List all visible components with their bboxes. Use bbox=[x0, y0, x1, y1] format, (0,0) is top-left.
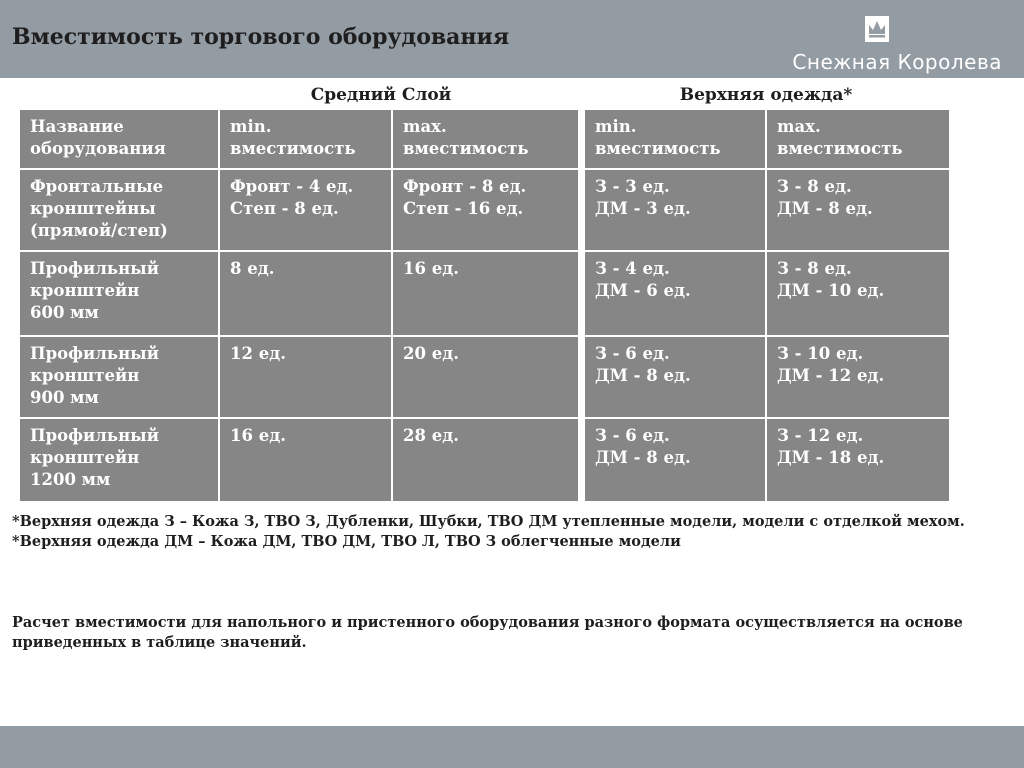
max-capacity-cell: З - 12 ед. ДМ - 18 ед. bbox=[766, 418, 950, 502]
min-capacity-cell: 8 ед. bbox=[219, 251, 392, 336]
table-row bbox=[19, 169, 579, 251]
header-cell-min: min. вместимость bbox=[584, 109, 766, 169]
max-capacity-cell: 16 ед. bbox=[392, 251, 579, 336]
min-capacity-cell: 16 ед. bbox=[219, 418, 392, 502]
outerwear-table bbox=[583, 108, 951, 503]
header-cell-name: Название оборудования bbox=[19, 109, 219, 169]
footer-bar bbox=[0, 726, 1024, 768]
table-header-row bbox=[19, 109, 579, 169]
page-title: Вместимость торгового оборудования bbox=[12, 24, 510, 50]
footnote-warm: *Верхняя одежда З – Кожа З, ТВО З, Дубленки, Шубки, ТВО ДМ утепленные модели, модели с отделкой мехом. bbox=[12, 513, 965, 530]
table-row bbox=[584, 336, 950, 418]
table-row bbox=[19, 418, 579, 502]
min-capacity-cell: З - 3 ед. ДМ - 3 ед. bbox=[584, 169, 766, 251]
brand-name: Снежная Королева bbox=[792, 50, 1002, 74]
equipment-name-cell: Фронтальные кронштейны (прямой/степ) bbox=[19, 169, 219, 251]
max-capacity-cell: 20 ед. bbox=[392, 336, 579, 418]
header-cell-max: max. вместимость bbox=[392, 109, 579, 169]
footnote-light: *Верхняя одежда ДМ – Кожа ДМ, ТВО ДМ, ТВО Л, ТВО З облегченные модели bbox=[12, 533, 681, 550]
table-row bbox=[19, 336, 579, 418]
calculation-note: Расчет вместимости для напольного и пристенного оборудования разного формата осуществляется на основе приведенных в таблице значений. bbox=[12, 614, 963, 651]
footnotes bbox=[12, 512, 1002, 552]
equipment-name-cell: Профильный кронштейн 1200 мм bbox=[19, 418, 219, 502]
header-cell-min: min. вместимость bbox=[219, 109, 392, 169]
max-capacity-cell: З - 8 ед. ДМ - 8 ед. bbox=[766, 169, 950, 251]
table-row bbox=[584, 418, 950, 502]
table-header-row bbox=[584, 109, 950, 169]
min-capacity-cell: З - 6 ед. ДМ - 8 ед. bbox=[584, 418, 766, 502]
crown-logo-icon bbox=[865, 16, 889, 42]
equipment-name-cell: Профильный кронштейн 600 мм bbox=[19, 251, 219, 336]
max-capacity-cell: З - 8 ед. ДМ - 10 ед. bbox=[766, 251, 950, 336]
min-capacity-cell: З - 4 ед. ДМ - 6 ед. bbox=[584, 251, 766, 336]
min-capacity-cell: Фронт - 4 ед. Степ - 8 ед. bbox=[219, 169, 392, 251]
brand-logo bbox=[762, 14, 1002, 74]
max-capacity-cell: Фронт - 8 ед. Степ - 16 ед. bbox=[392, 169, 579, 251]
header-cell-max: max. вместимость bbox=[766, 109, 950, 169]
min-capacity-cell: З - 6 ед. ДМ - 8 ед. bbox=[584, 336, 766, 418]
outerwear-title: Верхняя одежда* bbox=[679, 85, 853, 105]
table-row bbox=[584, 169, 950, 251]
middle-layer-title: Средний Слой bbox=[310, 85, 452, 105]
max-capacity-cell: З - 10 ед. ДМ - 12 ед. bbox=[766, 336, 950, 418]
min-capacity-cell: 12 ед. bbox=[219, 336, 392, 418]
equipment-name-cell: Профильный кронштейн 900 мм bbox=[19, 336, 219, 418]
table-row bbox=[584, 251, 950, 336]
table-row bbox=[19, 251, 579, 336]
max-capacity-cell: 28 ед. bbox=[392, 418, 579, 502]
middle-layer-table bbox=[18, 108, 580, 503]
